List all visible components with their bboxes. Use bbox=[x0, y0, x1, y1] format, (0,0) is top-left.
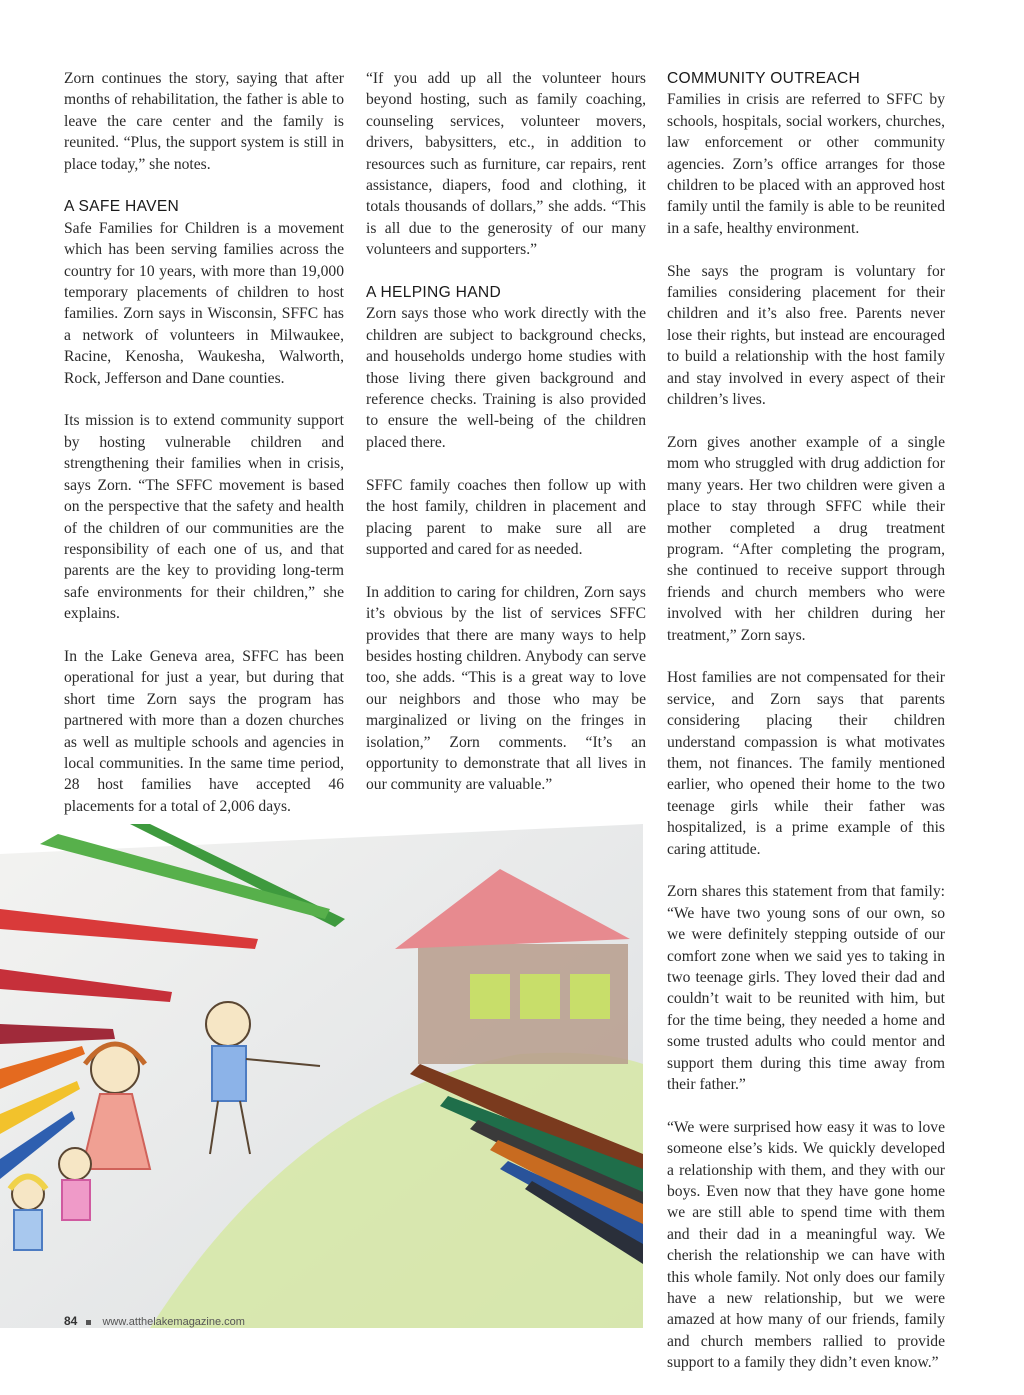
paragraph: Host families are not compensated for their service, and Zorn says that parents considering placing their children understand compassion is what motivates them, not finances. The family mentioned earlier, who opened their home to the two teenage girls while their father was hospitalized, is a prime example of this caring attitude. bbox=[667, 669, 945, 858]
paragraph: Zorn says those who work directly with the children are subject to background checks, and households undergo home studies with those living there given background and reference checks. Training is also provided to ensure the well-being of the children placed there. bbox=[366, 305, 646, 451]
paragraph: In addition to caring for children, Zorn says it’s obvious by the list of services SFFC provides that there are many ways to help besides hosting children. Anybody can serve too, she adds. “This is a great way to love our neighbors and those who may be marginalized or living on the fringes in isolation,” Zorn comments. “It’s an opportunity to demonstrate that all lives in our community are valuable.” bbox=[366, 583, 646, 794]
paragraph: She says the program is voluntary for families considering placement for their children and it’s also free. Parents never lose their rights, but instead are encouraged to build a relationship with the host family and stay involved in every aspect of their children’s lives. bbox=[667, 262, 945, 409]
section-heading-safe-haven: A SAFE HAVEN bbox=[64, 198, 180, 216]
paragraph: Families in crisis are referred to SFFC by schools, hospitals, social workers, churches, law enforcement or other community agencies. Zorn’s office arranges for those children to be placed with an approved host family until the family is able to be reunited in a safe, healthy environment. bbox=[667, 91, 945, 237]
page-number: 84 bbox=[64, 1314, 78, 1328]
paragraph: “We were surprised how easy it was to love someone else’s kids. We quickly developed a relationship with them, and they with our boys. Even now that they have gone home we are still able to spend time with them and their dad in a meaningful way. We cherish the relationship we can have with this whole family. Not only does our family have a new relationship, but we were amazed at how many of our friends, family and church members rallied to provide support to a family they didn’t even know.” bbox=[667, 1118, 945, 1372]
paragraph: SFFC family coaches then follow up with the host family, children in placement and placing parent to make sure all are supported and cared for as needed. bbox=[366, 476, 646, 558]
paragraph: Zorn gives another example of a single mom who struggled with drug addiction for many years. Her two children were given a place to stay through SFFC while their mother completed a drug treatment program. “After completing the program, she continued to receive support through friends and church members who were involved with her children during her treatment,” Zorn says. bbox=[667, 433, 945, 644]
paragraph: Zorn continues the story, saying that after months of rehabilitation, the father is able to leave the care center and the family is reunited. “Plus, the support system is still in place today,” she notes. bbox=[64, 70, 344, 173]
column-middle bbox=[366, 68, 646, 817]
paragraph: In the Lake Geneva area, SFFC has been operational for just a year, but during that short time Zorn says the program has partnered with more than a dozen churches as well as multiple schools and agencies in local communities. In the same time period, 28 host families have accepted 46 placements for a total of 2,006 days. bbox=[64, 647, 344, 815]
paragraph: Safe Families for Children is a movement which has been serving families across the country for 10 years, with more than 19,000 temporary placements of children to host families. Zorn says in Wisconsin, SFFC has a network of volunteers in Milwaukee, Racine, Kenosha, Waukesha, Walworth, Rock, Jefferson and Dane counties. bbox=[64, 219, 344, 387]
colored-pencils-drawing-photo bbox=[0, 824, 643, 1328]
separator-square-icon bbox=[86, 1320, 91, 1325]
paragraph: “If you add up all the volunteer hours beyond hosting, such as family coaching, counseling services, volunteer movers, drivers, babysitters, etc., in addition to resources such as furniture, car repairs, rent assistance, diapers, food and clothing, it totals thousands of dollars,” she adds. “This is all due to the generosity of our many volunteers and supporters.” bbox=[366, 70, 646, 259]
page-footer bbox=[64, 1314, 245, 1328]
paragraph: Zorn shares this statement from that family: “We have two young sons of our own, so we were definitely stepping outside of our comfort zone when we said yes to taking in two teenage girls. They loved their dad and couldn’t wait to be reunited with him, but for the time being, they needed a home and some trusted adults who could mentor and support them during this time away from their father.” bbox=[667, 883, 945, 1094]
section-heading-community-outreach: COMMUNITY OUTREACH bbox=[667, 70, 861, 87]
paragraph: Its mission is to extend community support by hosting vulnerable children and strengthening their families when in crisis, says Zorn. “The SFFC movement is based on the perspective that the safety and health of the children of our communities are the responsibility of each one of us, and that parents are the key to providing long-term safe environments for their children,” she explains. bbox=[64, 412, 344, 623]
column-left bbox=[64, 68, 344, 839]
section-heading-helping-hand: A HELPING HAND bbox=[366, 284, 502, 302]
column-right bbox=[667, 68, 945, 1395]
footer-url: www.atthelakemagazine.com bbox=[102, 1316, 245, 1328]
